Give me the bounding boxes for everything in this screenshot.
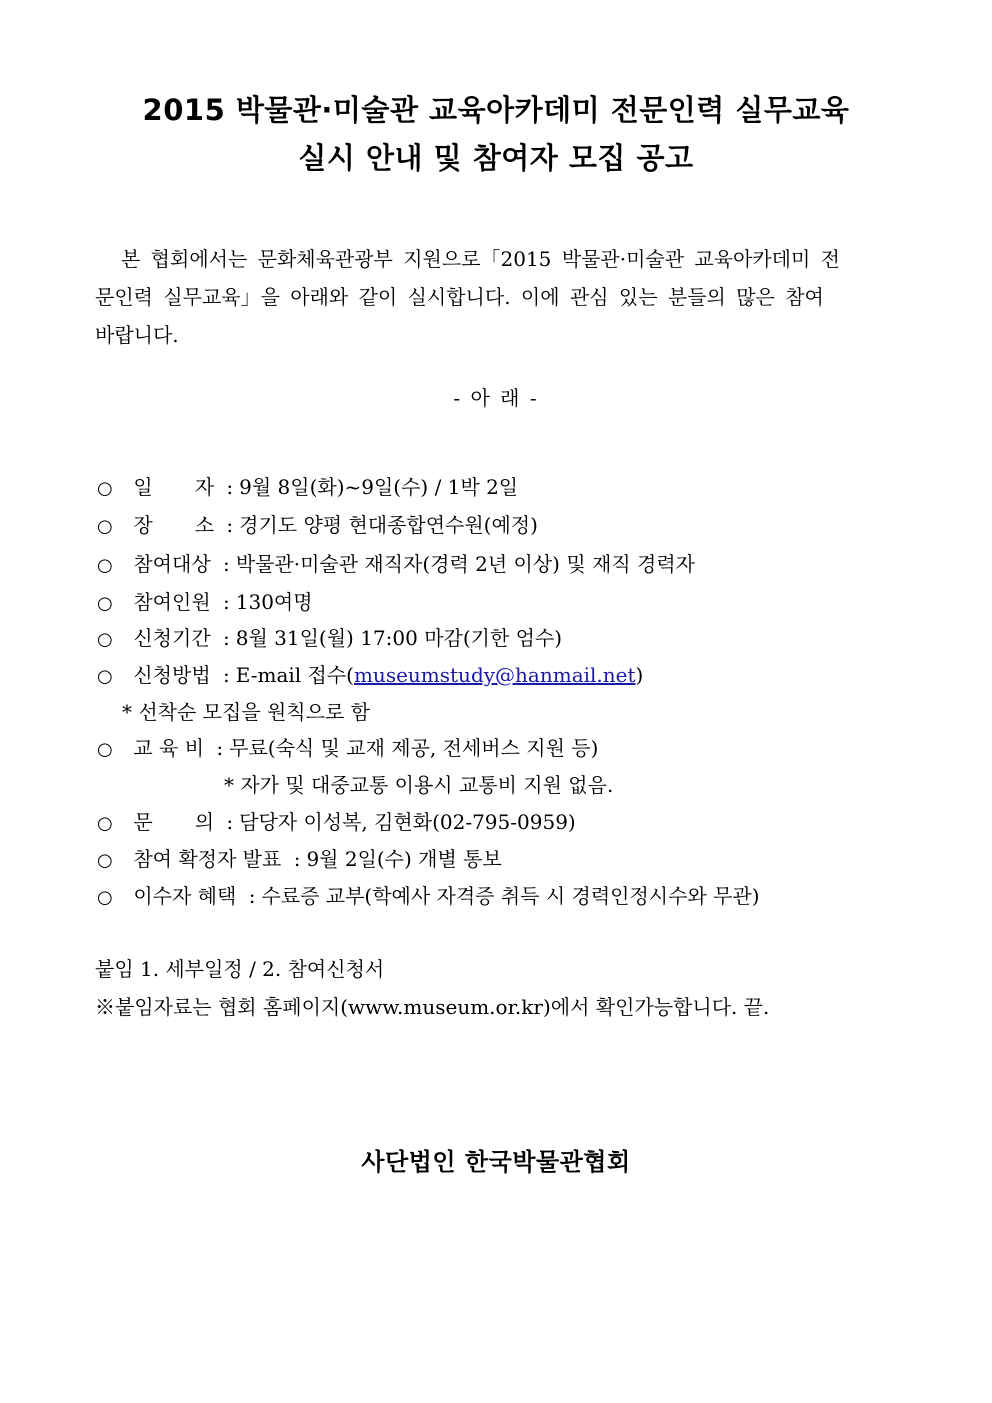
item-date: ○ 일 자 : 9월 8일(화)~9일(수) / 1박 2일 — [97, 473, 518, 501]
item-fee: ○ 교 육 비 : 무료(숙식 및 교재 제공, 전세버스 지원 등) — [97, 734, 598, 762]
item-method-label: 신청방법 — [133, 663, 211, 687]
item-period-label: 신청기간 — [133, 626, 211, 650]
item-method-value-prefix: E-mail 접수( — [235, 663, 354, 687]
item-method: ○ 신청방법 : E-mail 접수(museumstudy@hanmail.net) — [97, 661, 643, 689]
item-method-note: * 선착순 모집을 원칙으로 함 — [122, 700, 370, 724]
item-announce-value: 9월 2일(수) 개별 통보 — [306, 847, 502, 871]
item-period-value: 8월 31일(월) 17:00 마감(기한 엄수) — [235, 626, 563, 650]
item-place-label: 장 소 — [133, 513, 215, 537]
item-benefit-value: 수료증 교부(학예사 자격증 취득 시 경력인정시수와 무관) — [261, 884, 760, 908]
item-date-value: 9월 8일(화)~9일(수) / 1박 2일 — [239, 475, 519, 499]
intro-paragraph — [95, 240, 895, 354]
item-target-label: 참여대상 — [133, 552, 211, 576]
item-announce: ○ 참여 확정자 발표 : 9월 2일(수) 개별 통보 — [97, 845, 502, 873]
item-period: ○ 신청기간 : 8월 31일(월) 17:00 마감(기한 엄수) — [97, 624, 562, 652]
item-method-value-suffix: ) — [635, 663, 644, 687]
item-announce-label: 참여 확정자 발표 — [133, 847, 282, 871]
item-contact: ○ 문 의 : 담당자 이성복, 김현화(02-795-0959) — [97, 808, 576, 836]
item-contact-value: 담당자 이성복, 김현화(02-795-0959) — [239, 810, 576, 834]
bullet-icon: ○ — [97, 666, 113, 687]
intro-line-3: 바랍니다. — [95, 323, 179, 347]
bullet-icon: ○ — [97, 555, 113, 576]
intro-line-2: 문인력 실무교육」을 아래와 같이 실시합니다. 이에 관심 있는 분들의 많은 참여 — [95, 285, 824, 309]
item-contact-label: 문 의 — [133, 810, 215, 834]
bullet-icon: ○ — [97, 813, 113, 834]
title-line-1: 2015 박물관·미술관 교육아카데미 전문인력 실무교육 — [142, 93, 850, 127]
item-count-value: 130여명 — [235, 590, 313, 614]
item-target-value: 박물관·미술관 재직자(경력 2년 이상) 및 재직 경력자 — [235, 552, 695, 576]
item-place-value: 경기도 양평 현대종합연수원(예정) — [239, 513, 538, 537]
item-fee-note: * 자가 및 대중교통 이용시 교통비 지원 없음. — [224, 773, 614, 797]
item-place: ○ 장 소 : 경기도 양평 현대종합연수원(예정) — [97, 511, 538, 539]
item-count-label: 참여인원 — [133, 590, 211, 614]
item-date-label: 일 자 — [133, 475, 215, 499]
attachments-line-2: ※붙임자료는 협회 홈페이지(www.museum.or.kr)에서 확인가능합니다. 끝. — [95, 995, 770, 1019]
item-fee-value: 무료(숙식 및 교재 제공, 전세버스 지원 등) — [229, 736, 599, 760]
email-link[interactable]: museumstudy@hanmail.net — [353, 663, 636, 687]
bullet-icon: ○ — [97, 629, 113, 650]
item-target: ○ 참여대상 : 박물관·미술관 재직자(경력 2년 이상) 및 재직 경력자 — [97, 550, 695, 578]
bullet-icon: ○ — [97, 516, 113, 537]
bullet-icon: ○ — [97, 887, 113, 908]
below-heading: - 아 래 - — [453, 386, 539, 410]
attachments-line-1: 붙임 1. 세부일정 / 2. 참여신청서 — [95, 957, 385, 981]
title-line-2: 실시 안내 및 참여자 모집 공고 — [298, 141, 694, 175]
bullet-icon: ○ — [97, 739, 113, 760]
bullet-icon: ○ — [97, 593, 113, 614]
intro-line-1: 본 협회에서는 문화체육관광부 지원으로「2015 박물관·미술관 교육아카데미 전 — [121, 247, 840, 271]
organization-name: 사단법인 한국박물관협회 — [361, 1147, 631, 1176]
item-count: ○ 참여인원 : 130여명 — [97, 588, 313, 616]
bullet-icon: ○ — [97, 850, 113, 871]
item-benefit-label: 이수자 혜택 — [133, 884, 237, 908]
item-benefit: ○ 이수자 혜택 : 수료증 교부(학예사 자격증 취득 시 경력인정시수와 무관) — [97, 882, 760, 910]
bullet-icon: ○ — [97, 478, 113, 499]
item-fee-label: 교 육 비 — [133, 736, 205, 760]
